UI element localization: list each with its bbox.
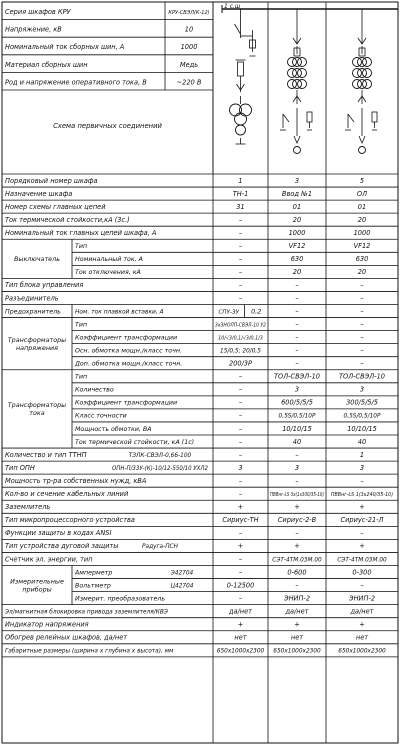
- header-busbar_material-value: Медь: [179, 60, 199, 69]
- value-cell: 01: [292, 202, 302, 211]
- value-cell: –: [295, 450, 299, 459]
- value-cell: 20: [292, 215, 302, 224]
- value-cell: ТОЛ-СВЭЛ-10: [273, 372, 321, 381]
- ct-ring-icon: [298, 80, 307, 89]
- group-label: Трансформаторы: [7, 335, 67, 344]
- value-cell: да/нет: [228, 607, 253, 616]
- value-cell: 630: [290, 255, 304, 264]
- sub-row-label: Тип: [75, 321, 88, 329]
- value-cell: –: [238, 268, 243, 277]
- value-cell: –: [360, 359, 364, 368]
- row-label: Заземлитель: [5, 503, 51, 512]
- ct-ring-icon: [288, 69, 297, 78]
- ct-ring-icon: [293, 58, 302, 67]
- value-cell: 3: [359, 385, 365, 394]
- row-label: Индикатор напряжения: [5, 620, 89, 629]
- value-cell: –: [295, 476, 299, 485]
- value-cell: нет: [290, 633, 304, 642]
- value-cell: Ввод №1: [281, 189, 313, 198]
- value-cell: –: [238, 242, 243, 251]
- value-cell: –: [295, 359, 299, 368]
- row-type-label: ОПН-П/33У-(К)-10/12-550/10 УХЛ2: [112, 465, 209, 472]
- value-cell: 1000: [288, 229, 306, 238]
- value-cell: 630: [355, 255, 369, 264]
- header-busbar_current-value: 1000: [180, 43, 198, 52]
- ct-ring-icon: [353, 69, 362, 78]
- sub-row-label: Номинальный ток, А: [75, 256, 143, 264]
- value-cell: СЭТ-4ТМ.03М.00: [337, 557, 387, 564]
- value-cell: +: [294, 503, 300, 512]
- value-cell: –: [360, 281, 364, 290]
- cable-end-icon: [294, 136, 300, 143]
- surge-arrester-icon: [307, 112, 312, 122]
- sub-row-label: Ток термической стойкости, кА (1с): [75, 438, 195, 446]
- row-label: Тип устройства дуговой защиты: [5, 542, 119, 551]
- value-cell: Сириус-21-Л: [340, 516, 384, 525]
- value-cell: 600/5/5/5: [281, 398, 313, 407]
- value-cell: 0,5S/0,5/10P: [278, 413, 316, 420]
- row-type-label: Э42704: [170, 570, 194, 577]
- value-cell: 1: [359, 450, 365, 459]
- header-op_current-label: Род и напряжение оперативного тока, В: [5, 78, 147, 87]
- value-cell: –: [360, 529, 364, 538]
- ct-ring-icon: [358, 58, 367, 67]
- ct-ring-icon: [353, 58, 362, 67]
- value-cell: ОЛ: [356, 189, 368, 198]
- value-cell: –: [238, 568, 243, 577]
- value-cell: +: [237, 542, 244, 551]
- value-cell: СЭТ-4ТМ.03М.00: [272, 557, 322, 564]
- row-label: Мощность тр-ра собственных нужд, кВА: [5, 476, 147, 485]
- sub-row-label: Осн. обмотка мощн./класс точн.: [75, 347, 182, 355]
- value-cell: +: [237, 620, 244, 629]
- busbar-label: 1 с.ш: [224, 3, 241, 10]
- value-cell: +: [359, 620, 365, 629]
- sub-row-label: Коэффициент трансформации: [75, 399, 178, 407]
- ct-ring-icon: [288, 80, 297, 89]
- value-cell: 40: [292, 437, 302, 446]
- row-label: Ток термической стойкости,кА (3с.): [5, 215, 130, 224]
- ct-ring-icon: [288, 58, 297, 67]
- row-label: Тип блока управления: [5, 281, 84, 290]
- value-cell: –: [295, 294, 299, 303]
- value-cell: –: [295, 581, 299, 590]
- value-cell: ПВВнг-LS 3х(1х300/35-10): [270, 493, 336, 499]
- value-cell: 300/5/5/5: [346, 398, 378, 407]
- value-cell: 3хЗНОЛП-СВЭЛ-10 У2: [215, 323, 270, 329]
- value-cell: ЭНИП-2: [283, 594, 311, 603]
- value-cell: нет: [355, 633, 369, 642]
- ground-switch-blade: [283, 114, 289, 122]
- value-cell: –: [238, 372, 243, 381]
- value-cell: 3: [294, 176, 300, 185]
- row-type-label: Радуга-ПСН: [142, 544, 178, 551]
- row-label: Тип ОПН: [5, 463, 35, 472]
- value-cell: +: [294, 620, 300, 629]
- value-cell: –: [238, 229, 243, 238]
- value-cell: 15/0,5; 20/0,5: [220, 348, 261, 355]
- value-cell: –: [238, 490, 243, 499]
- value-cell: –: [238, 255, 243, 264]
- value-cell: 20: [292, 268, 302, 277]
- group-label: напряжения: [15, 343, 59, 352]
- value-cell: 0-300: [352, 568, 372, 577]
- sub-row-label: Вольтметр: [75, 582, 111, 590]
- value-cell: –: [238, 281, 243, 290]
- row-label: Габаритные размеры (ширина х глубина х высота), мм: [5, 648, 174, 655]
- value-cell: 3: [359, 463, 365, 472]
- sub-row-label: Ном. ток плавкой вставки, А: [75, 309, 164, 316]
- value-cell: 3: [294, 463, 300, 472]
- value-cell: –: [295, 281, 299, 290]
- ct-ring-icon: [363, 58, 372, 67]
- value-cell: VF12: [288, 242, 306, 251]
- row-type-label: Ц42704: [170, 583, 194, 590]
- value-cell: 3: [294, 385, 300, 394]
- row-label: Порядковый номер шкафа: [5, 176, 98, 185]
- header-voltage-label: Напряжение, кВ: [5, 25, 62, 34]
- sub-row-label: Мощность обмотки, ВА: [75, 425, 152, 433]
- value-cell: 01: [357, 202, 367, 211]
- surge-arrester-icon: [372, 112, 377, 122]
- value-cell: +: [294, 542, 300, 551]
- group-label: приборы: [22, 585, 52, 594]
- value-cell: VF12: [353, 242, 371, 251]
- header-busbar_current-label: Номинальный ток сборных шин, А: [5, 43, 125, 52]
- value-cell: 10/√3/0,1/√3/0,1/3: [218, 336, 263, 342]
- value-cell: –: [238, 411, 243, 420]
- value-cell: –: [360, 581, 364, 590]
- sub-row-label: Класс точности: [75, 412, 127, 420]
- value-cell: Сириус-2-В: [277, 516, 317, 525]
- value-cell: –: [238, 450, 243, 459]
- ct-ring-icon: [293, 80, 302, 89]
- value-cell: 10/10/15: [282, 424, 312, 433]
- value-cell: 10/10/15: [347, 424, 377, 433]
- sub-row-label: Измерит. преобразователь: [75, 595, 166, 603]
- ct-ring-icon: [353, 80, 362, 89]
- ground-switch-blade: [348, 114, 354, 122]
- row-type-label: ТЗЛК-СВЭЛ-0,66-100: [128, 452, 192, 459]
- value-cell: –: [238, 294, 243, 303]
- ct-ring-icon: [358, 80, 367, 89]
- value-cell: –: [295, 307, 299, 316]
- sub-row-label: Тип: [75, 243, 88, 251]
- row-label: Кол-во и сечение кабельных линий: [5, 490, 129, 499]
- value-cell: 0,2: [251, 307, 262, 316]
- ct-ring-icon: [363, 80, 372, 89]
- value-cell: –: [360, 307, 364, 316]
- row-label: Разъединитель: [5, 294, 59, 303]
- header-series-value: КРУ-СВЭЛ(К-12): [168, 10, 210, 16]
- value-cell: 40: [357, 437, 367, 446]
- value-cell: 20: [357, 215, 367, 224]
- value-cell: 650х1000х2300: [273, 648, 321, 655]
- value-cell: –: [295, 346, 299, 355]
- value-cell: –: [238, 594, 243, 603]
- scheme-label: Схема первичных соединений: [53, 122, 162, 130]
- value-cell: 31: [236, 202, 245, 211]
- value-cell: –: [238, 529, 243, 538]
- value-cell: +: [359, 542, 365, 551]
- value-cell: +: [237, 503, 244, 512]
- header-series-label: Серия шкафов КРУ: [5, 8, 71, 16]
- value-cell: –: [238, 476, 243, 485]
- group-label: тока: [29, 409, 45, 418]
- value-cell: 1: [238, 176, 243, 185]
- header-busbar_material-label: Материал сборных шин: [5, 60, 88, 69]
- value-cell: 1000: [353, 229, 371, 238]
- row-label: Счетчик эл. энергии, тип: [5, 555, 93, 564]
- row-label: Тип микропроцессорного устройства: [5, 516, 135, 525]
- row-label: Номер схемы главных цепей: [5, 202, 106, 211]
- row-label: Номинальный ток главных цепей шкафа, А: [5, 229, 157, 238]
- hv-fuse: [238, 62, 244, 76]
- sub-row-label: Амперметр: [75, 569, 113, 577]
- value-cell: Сириус-ТН: [222, 516, 259, 525]
- group-label: Выключатель: [14, 255, 60, 264]
- ct-ring-icon: [363, 69, 372, 78]
- value-cell: 650х1000х2300: [338, 648, 386, 655]
- disconnector-blade: [235, 24, 241, 34]
- cable-end-icon: [359, 136, 365, 143]
- value-cell: ПВВнг-LS 1(3х240/35-10): [330, 493, 394, 499]
- row-label: Функции защиты в кодах ANSI: [5, 529, 112, 538]
- header-op_current-value: ~220 В: [176, 78, 202, 87]
- value-cell: –: [238, 398, 243, 407]
- row-label: Количество и тип ТТНП: [5, 450, 87, 459]
- ct-ring-icon: [358, 69, 367, 78]
- ct-ring-icon: [298, 58, 307, 67]
- value-cell: –: [295, 529, 299, 538]
- sub-row-label: Количество: [75, 386, 114, 394]
- value-cell: ЭНИП-2: [348, 594, 376, 603]
- value-cell: –: [295, 320, 299, 329]
- value-cell: 0,5S/0,5/10P: [343, 413, 381, 420]
- sub-row-label: Тип: [75, 373, 88, 381]
- vt-winding-circle: [235, 113, 247, 125]
- value-cell: 200/3Р: [229, 359, 252, 368]
- value-cell: –: [238, 385, 243, 394]
- value-cell: –: [238, 424, 243, 433]
- value-cell: нет: [234, 633, 247, 642]
- value-cell: –: [238, 215, 243, 224]
- cable-sensor-icon: [294, 147, 301, 154]
- value-cell: –: [238, 555, 243, 564]
- value-cell: –: [360, 320, 364, 329]
- sub-row-label: Доп. обмотка мощн./класс точн.: [75, 360, 183, 368]
- value-cell: –: [360, 476, 364, 485]
- value-cell: 3: [238, 463, 243, 472]
- value-cell: 5: [359, 176, 365, 185]
- sub-row-label: Коэффициент трансформации: [75, 334, 178, 342]
- vt-winding-circle: [236, 125, 246, 135]
- ct-ring-icon: [293, 69, 302, 78]
- value-cell: –: [360, 294, 364, 303]
- group-label: Трансформаторы: [7, 401, 67, 410]
- value-cell: ТОЛ-СВЭЛ-10: [338, 372, 386, 381]
- value-cell: 20: [357, 268, 367, 277]
- value-cell: да/нет: [285, 607, 309, 616]
- sub-row-label: Ток отключения, кА: [75, 269, 141, 277]
- value-cell: +: [359, 503, 365, 512]
- row-label: Обогрев релейных шкафов, да/нет: [5, 633, 128, 642]
- ct-ring-icon: [298, 69, 307, 78]
- value-cell: ТН-1: [232, 189, 249, 198]
- value-cell: 0-600: [287, 568, 307, 577]
- value-cell: да/нет: [350, 607, 374, 616]
- row-label: Предохранитель: [5, 308, 61, 316]
- value-cell: 650х1000х2300: [216, 648, 265, 655]
- value-cell: –: [360, 333, 364, 342]
- value-cell: 0-12500: [226, 581, 255, 590]
- group-label: Измерительные: [10, 577, 64, 586]
- value-cell: СПУ-ЗУ: [218, 309, 240, 316]
- header-voltage-value: 10: [184, 25, 194, 34]
- value-cell: –: [360, 346, 364, 355]
- row-label: Назначение шкафа: [5, 189, 73, 198]
- row-label: Эл/магнитная блокировка привода заземлителя/КВЭ: [5, 609, 168, 616]
- cable-sensor-icon: [359, 147, 366, 154]
- value-cell: –: [238, 437, 243, 446]
- value-cell: –: [295, 333, 299, 342]
